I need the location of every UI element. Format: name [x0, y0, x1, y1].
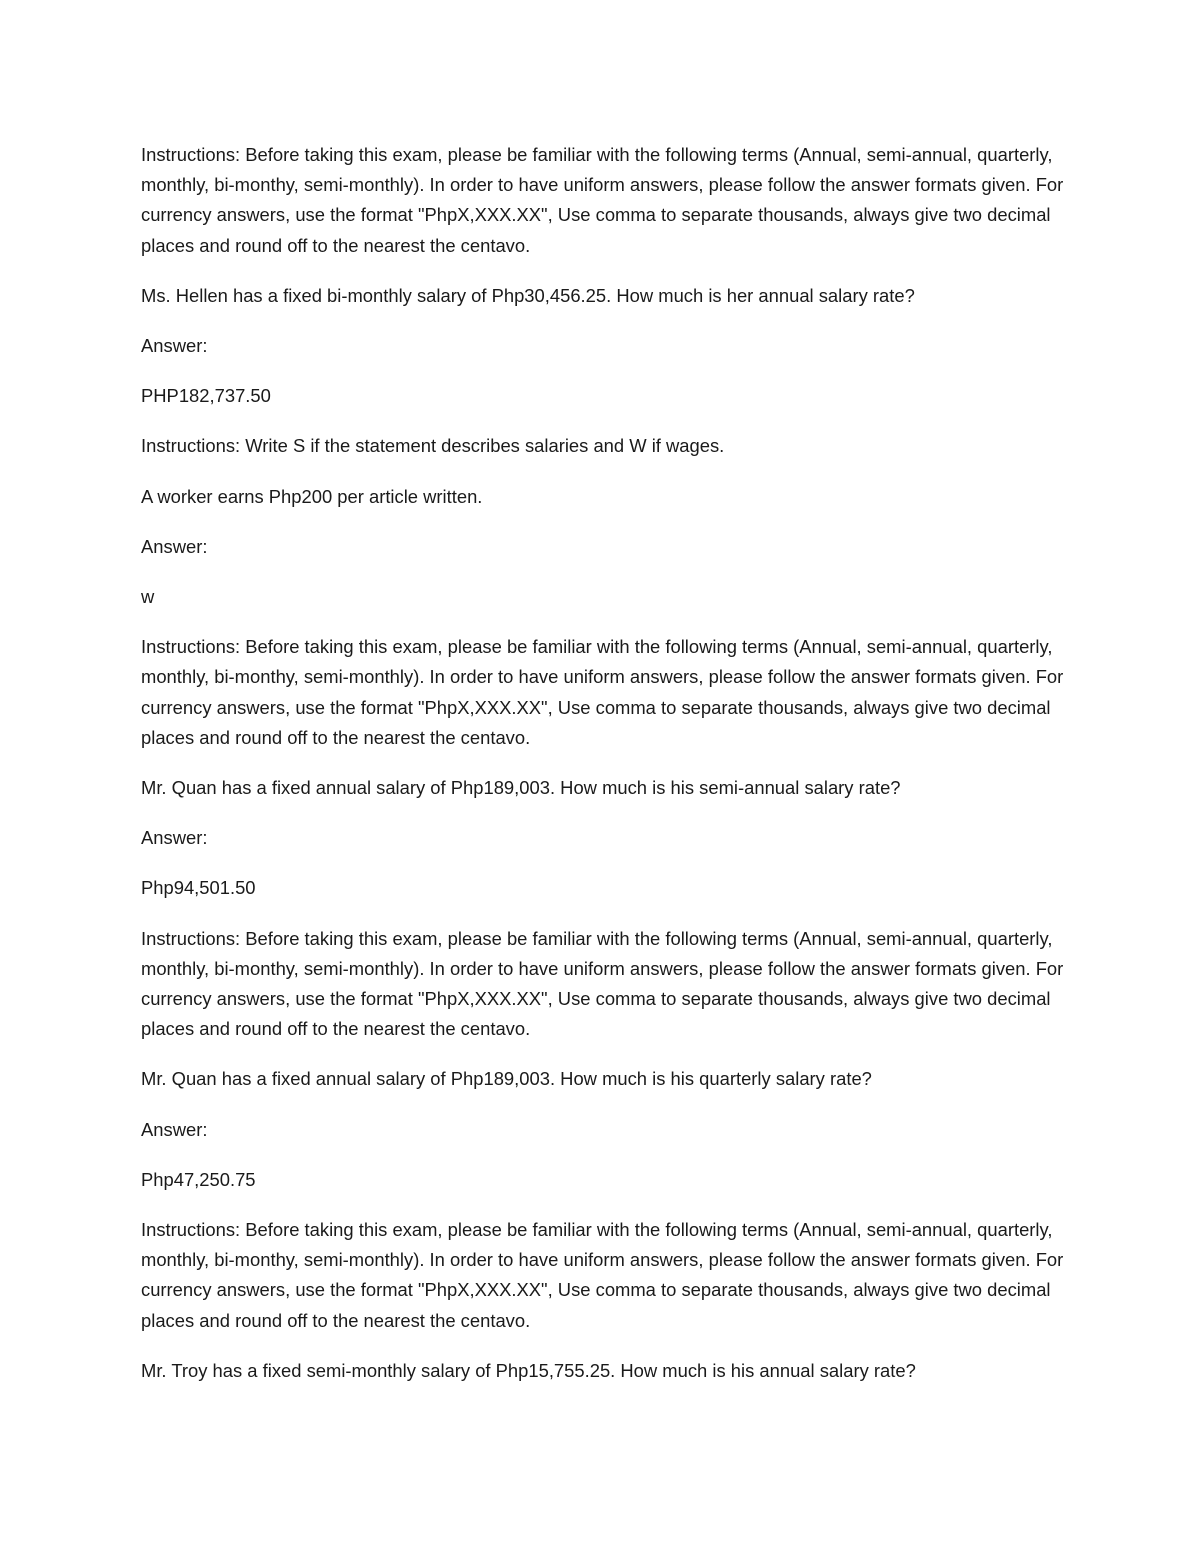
answer-label: Answer: — [141, 1118, 208, 1140]
instructions-paragraph: Instructions: Before taking this exam, please be familiar with the following terms (Annual, semi-annual, quarterly, monthly, bi-monthy, semi-monthly). In order to have uniform answers, please follow the answer formats given. For currency answers, use the format "PhpX,XXX.XX", Use comma to separate thousands, always give two decimal places and round off to the nearest the centavo. — [141, 1219, 1064, 1331]
instructions-paragraph: Instructions: Before taking this exam, please be familiar with the following terms (Annual, semi-annual, quarterly, monthly, bi-monthy, semi-monthly). In order to have uniform answers, please follow the answer formats given. For currency answers, use the format "PhpX,XXX.XX", Use comma to separate thousands, always give two decimal places and round off to the nearest the centavo. — [141, 636, 1064, 748]
instructions-paragraph: Instructions: Before taking this exam, please be familiar with the following terms (Annual, semi-annual, quarterly, monthly, bi-monthy, semi-monthly). In order to have uniform answers, please follow the answer formats given. For currency answers, use the format "PhpX,XXX.XX", Use comma to separate thousands, always give two decimal places and round off to the nearest the centavo. — [141, 144, 1064, 256]
question-text: Ms. Hellen has a fixed bi-monthly salary of Php30,456.25. How much is her annual salary rate? — [141, 284, 915, 306]
instructions-paragraph: Instructions: Before taking this exam, please be familiar with the following terms (Annual, semi-annual, quarterly, monthly, bi-monthy, semi-monthly). In order to have uniform answers, please follow the answer formats given. For currency answers, use the format "PhpX,XXX.XX", Use comma to separate thousands, always give two decimal places and round off to the nearest the centavo. — [141, 927, 1064, 1040]
answer-label: Answer: — [141, 535, 208, 557]
answer-value: PHP182,737.50 — [141, 385, 271, 407]
question-text: A worker earns Php200 per article written. — [141, 485, 483, 507]
document-body — [141, 140, 1071, 1406]
question-text: Mr. Quan has a fixed annual salary of Php189,003. How much is his quarterly salary rate? — [141, 1068, 872, 1090]
answer-value: Php47,250.75 — [141, 1168, 256, 1190]
instructions-paragraph: Instructions: Write S if the statement describes salaries and W if wages. — [141, 435, 725, 457]
answer-value: Php94,501.50 — [141, 877, 256, 899]
question-text: Mr. Troy has a fixed semi-monthly salary of Php15,755.25. How much is his annual salary rate? — [141, 1359, 916, 1381]
answer-label: Answer: — [141, 827, 208, 849]
answer-label: Answer: — [141, 335, 208, 357]
question-text: Mr. Quan has a fixed annual salary of Php189,003. How much is his semi-annual salary rate? — [141, 777, 901, 799]
answer-value: w — [141, 586, 155, 608]
